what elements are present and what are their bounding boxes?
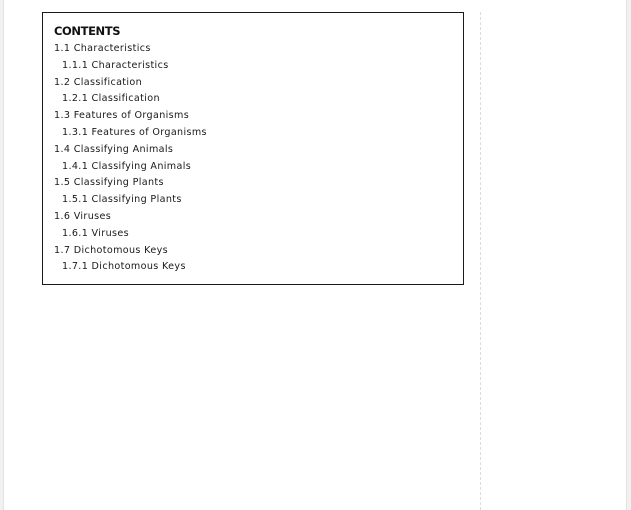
right-margin-guide <box>480 12 481 510</box>
toc-entry[interactable]: 1.2 Classification <box>54 76 143 88</box>
toc-list <box>54 41 452 276</box>
toc-title: CONTENTS <box>54 24 121 38</box>
toc-entry[interactable]: 1.1 Characteristics <box>54 43 151 54</box>
toc-entry[interactable]: 1.5 Classifying Plants <box>54 177 164 189</box>
toc-entry[interactable]: 1.4.1 Classifying Animals <box>62 160 192 172</box>
toc-entry[interactable]: 1.3.1 Features of Organisms <box>62 126 207 138</box>
toc-entry[interactable]: 1.7.1 Dichotomous Keys <box>62 261 186 273</box>
toc-entry[interactable]: 1.6.1 Viruses <box>62 227 129 239</box>
document-page <box>3 0 627 510</box>
toc-entry[interactable]: 1.4 Classifying Animals <box>54 143 174 155</box>
toc-entry[interactable]: 1.5.1 Classifying Plants <box>62 194 182 206</box>
toc-entry[interactable]: 1.6 Viruses <box>54 210 112 222</box>
toc-entry[interactable]: 1.3 Features of Organisms <box>54 110 190 122</box>
toc-entry[interactable]: 1.2.1 Classification <box>62 93 160 105</box>
toc-entry[interactable]: 1.1.1 Characteristics <box>62 59 169 71</box>
toc-entry[interactable]: 1.7 Dichotomous Keys <box>54 244 168 256</box>
table-of-contents <box>42 12 464 285</box>
